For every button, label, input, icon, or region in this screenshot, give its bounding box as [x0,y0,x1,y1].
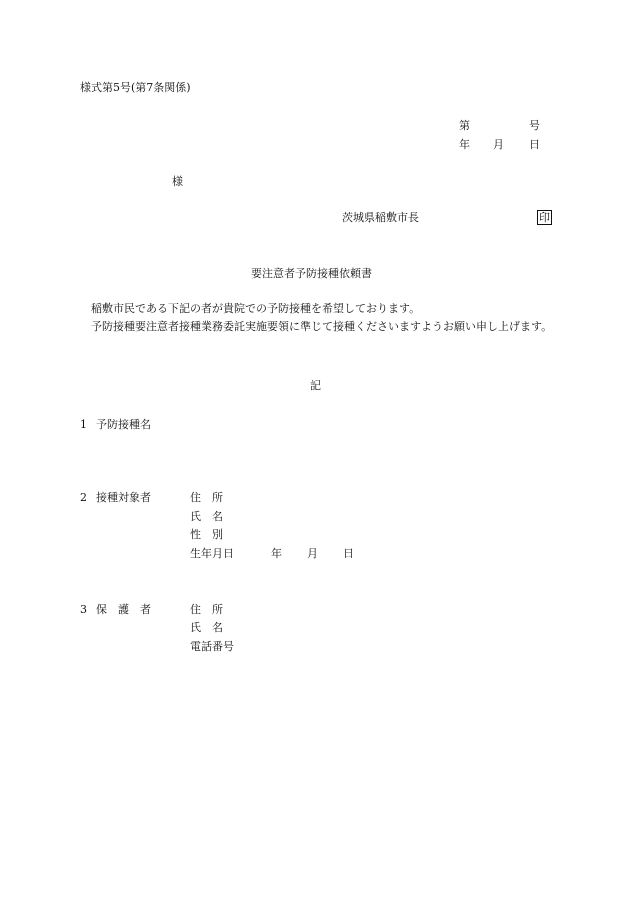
issue-number-label: 第 [459,119,470,132]
section-2-field-sex: 性 別 [190,528,223,541]
section-2-field-name: 氏 名 [190,510,223,523]
body-paragraph-1: 稲敷市民である下記の者が貴院での予防接種を希望しております。 [91,302,421,315]
addressee-honorific: 様 [172,175,183,188]
seal-mark: 印 [539,211,550,224]
issue-number-suffix: 号 [529,119,540,132]
section-2-title: 接種対象者 [96,491,151,504]
section-2-field-birthdate: 生年月日 [190,547,234,560]
date-year-label: 年 [459,138,470,151]
birthdate-day-label: 日 [343,547,354,560]
record-heading: 記 [310,379,321,392]
date-month-label: 月 [493,138,504,151]
section-3-field-name: 氏 名 [190,621,223,634]
body-paragraph-2: 予防接種要注意者接種業務委託実施要領に準じて接種くださいますようお願い申し上げます。 [91,320,553,333]
section-3-title: 保 護 者 [96,603,151,616]
section-2-number: 2 [80,491,87,504]
sender-name: 茨城県稲敷市長 [342,211,419,224]
date-day-label: 日 [529,138,540,151]
document-title: 要注意者予防接種依頼書 [251,267,372,280]
section-1-title: 予防接種名 [96,418,151,431]
section-3-field-address: 住 所 [190,603,223,616]
birthdate-year-label: 年 [271,547,282,560]
section-1-number: 1 [80,418,87,431]
section-3-number: 3 [80,603,87,616]
section-3-field-phone: 電話番号 [190,640,234,653]
section-2-field-address: 住 所 [190,491,223,504]
form-number: 様式第5号(第7条関係) [80,81,191,94]
birthdate-month-label: 月 [307,547,318,560]
body-text [80,300,560,336]
